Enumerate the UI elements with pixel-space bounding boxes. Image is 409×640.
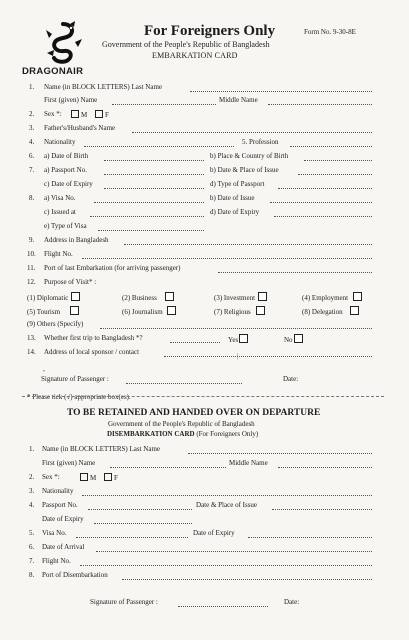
d-flight-field[interactable] (80, 565, 372, 566)
field-num: 7. (29, 166, 35, 174)
passport-issue-label: b) Date & Place of Issue (210, 166, 279, 174)
disembark-title-row: DISEMBARKATION CARD (For Foreigners Only) (107, 430, 259, 438)
visa-expiry-label: d) Date of Expiry (210, 208, 260, 216)
d-signature-label: Signature of Passenger : (90, 598, 158, 606)
date-label: Date: (283, 375, 299, 383)
d-passport-expiry-label: Date of Expiry (42, 515, 84, 523)
visa-issued-at-label: c) Issued at (44, 208, 76, 216)
field-num: 9. (29, 236, 35, 244)
d-sex-label: Sex *: (42, 473, 60, 481)
d-passport-expiry-field[interactable] (94, 523, 192, 524)
d-visa-expiry-field[interactable] (248, 537, 372, 538)
field-num: 11. (27, 264, 36, 272)
d-first-name-field[interactable] (110, 467, 226, 468)
government-line-2: Government of the People's Republic of Bangladesh (108, 420, 255, 428)
d-port-label: Port of Disembarkation (42, 571, 108, 579)
field-num: 2. (29, 110, 35, 118)
visa-no-label: a) Visa No. (44, 194, 76, 202)
d-signature-field[interactable] (178, 606, 268, 607)
checkbox[interactable] (165, 292, 174, 301)
d-middle-name-label: Middle Name (229, 459, 268, 467)
checkbox-female[interactable] (104, 473, 112, 481)
d-visa-label: Visa No. (42, 529, 67, 537)
first-trip-yes[interactable]: Yes (228, 334, 248, 345)
checkbox[interactable] (70, 306, 79, 315)
d-arrival-label: Date of Arrival (42, 543, 85, 551)
d-date-label: Date: (284, 598, 300, 606)
field-num: 4. (29, 501, 35, 509)
purpose-others-label: (9) Others (Specify) (27, 320, 84, 328)
logo-wordmark: DRAGONAIR (22, 66, 84, 77)
middle-name-field[interactable] (268, 104, 372, 105)
field-num: 1. (29, 83, 35, 91)
last-name-label: Name (in BLOCK LETTERS) Last Name (44, 83, 163, 91)
visa-type-field[interactable] (98, 230, 204, 231)
checkbox-male[interactable] (71, 110, 79, 118)
dob-field[interactable] (104, 160, 204, 161)
birth-place-field[interactable] (304, 160, 372, 161)
purpose-journalism[interactable]: (6) Journalism (122, 306, 176, 317)
father-name-field[interactable] (132, 132, 372, 133)
field-num: 6. (29, 543, 35, 551)
fold-mark: , (43, 365, 45, 373)
retain-heading: TO BE RETAINED AND HANDED OVER ON DEPARTURE (67, 408, 321, 418)
passport-type-label: d) Type of Passport (210, 180, 265, 188)
birth-place-label: b) Place & Country of Birth (210, 152, 289, 160)
field-num: 8. (29, 571, 35, 579)
field-num: 10. (27, 250, 36, 258)
d-visa-expiry-label: Date of Expiry (193, 529, 235, 537)
purpose-delegation[interactable]: (8) Delegation (302, 306, 359, 317)
profession-label: 5. Profession (242, 138, 279, 146)
first-trip-leader (170, 342, 220, 343)
form-number: Form No. 9-30-8E (304, 28, 356, 36)
fold-mark: | (237, 352, 239, 360)
checkbox[interactable] (167, 306, 176, 315)
sex-female-option[interactable]: F (95, 110, 109, 120)
first-trip-label: Whether first trip to Bangladesh *? (44, 334, 143, 342)
first-name-field[interactable] (112, 104, 216, 105)
d-nationality-label: Nationality (42, 487, 74, 495)
passport-expiry-label: c) Date of Expiry (44, 180, 93, 188)
card-title: EMBARKATION CARD (152, 51, 238, 60)
d-sex-female-option[interactable]: F (104, 473, 118, 483)
nationality-label: Nationality (44, 138, 76, 146)
d-port-field[interactable] (122, 579, 372, 580)
purpose-employment[interactable]: (4) Employment (302, 292, 362, 303)
first-name-label: First (given) Name (44, 96, 98, 104)
field-num: 4. (29, 138, 35, 146)
footnote: * Please tick (√) appropriate box(es). (27, 393, 131, 401)
first-trip-no[interactable]: No (284, 334, 303, 345)
passport-issue-field[interactable] (298, 174, 372, 175)
form-title: For Foreigners Only (144, 23, 276, 39)
field-num: 5. (29, 529, 35, 537)
d-last-name-field[interactable] (188, 453, 372, 454)
field-num: 7. (29, 557, 35, 565)
field-num: 1. (29, 445, 35, 453)
sponsor-label: Address of local sponsor / contact (44, 348, 140, 356)
d-flight-label: Flight No. (42, 557, 71, 565)
purpose-business[interactable]: (2) Business (122, 292, 174, 303)
checkbox[interactable] (239, 334, 248, 343)
field-num: 13. (27, 334, 36, 342)
visa-issue-field[interactable] (270, 202, 372, 203)
purpose-label: Purpose of Visit* : (44, 278, 97, 286)
last-port-label: Port of last Embarkation (for arriving passenger) (44, 264, 181, 272)
d-passport-issue-label: Date & Place of Issue (196, 501, 258, 509)
last-port-field[interactable] (218, 272, 372, 273)
checkbox[interactable] (256, 306, 265, 315)
purpose-diplomatic[interactable]: (1) Diplomatic (27, 292, 80, 303)
address-label: Address in Bangladesh (44, 236, 109, 244)
d-sex-male-option[interactable]: M (80, 473, 96, 483)
d-nationality-field[interactable] (82, 495, 372, 496)
purpose-others-field[interactable] (100, 328, 372, 329)
visa-expiry-field[interactable] (274, 216, 372, 217)
signature-field[interactable] (126, 383, 242, 384)
passport-type-field[interactable] (278, 188, 372, 189)
dragon-logo-icon (40, 20, 86, 66)
field-num: 2. (29, 473, 35, 481)
father-name-label: Father's/Husband's Name (44, 124, 116, 132)
sex-male-option[interactable]: M (71, 110, 87, 120)
checkbox-female[interactable] (95, 110, 103, 118)
purpose-tourism[interactable]: (5) Tourism (27, 306, 79, 317)
field-num: 12. (27, 278, 36, 286)
visa-type-label: e) Type of Visa (44, 222, 87, 230)
sex-label: Sex *: (44, 110, 62, 118)
visa-issue-label: b) Date of Issue (210, 194, 255, 202)
d-passport-label: Passport No. (42, 501, 78, 509)
checkbox[interactable] (353, 292, 362, 301)
field-num: 14. (27, 348, 36, 356)
dob-label: a) Date of Birth (44, 152, 89, 160)
visa-issued-at-field[interactable] (90, 216, 204, 217)
d-passport-field[interactable] (88, 509, 192, 510)
flight-no-label: Flight No. (44, 250, 73, 258)
d-visa-field[interactable] (76, 537, 188, 538)
government-line: Government of the People's Republic of Bangladesh (102, 40, 270, 49)
field-num: 3. (29, 124, 35, 132)
nationality-field[interactable] (84, 146, 234, 147)
field-num: 8. (29, 194, 35, 202)
d-first-name-label: First (given) Name (42, 459, 96, 467)
visa-no-field[interactable] (94, 202, 204, 203)
d-last-name-label: Name (in BLOCK LETTERS) Last Name (42, 445, 161, 453)
field-num: 6. (29, 152, 35, 160)
d-arrival-field[interactable] (96, 551, 372, 552)
signature-label: Signature of Passenger : (41, 375, 109, 383)
checkbox[interactable] (71, 292, 80, 301)
sponsor-field[interactable] (164, 356, 372, 357)
flight-no-field[interactable] (82, 258, 372, 259)
purpose-investment[interactable]: (3) Investment (214, 292, 267, 303)
checkbox[interactable] (258, 292, 267, 301)
middle-name-label: Middle Name (219, 96, 258, 104)
purpose-religious[interactable]: (7) Religious (214, 306, 265, 317)
d-passport-issue-field[interactable] (272, 509, 372, 510)
checkbox[interactable] (350, 306, 359, 315)
d-middle-name-field[interactable] (278, 467, 372, 468)
field-num: 3. (29, 487, 35, 495)
checkbox[interactable] (294, 334, 303, 343)
address-field[interactable] (124, 244, 372, 245)
profession-field[interactable] (290, 146, 372, 147)
last-name-field[interactable] (190, 91, 372, 92)
checkbox-male[interactable] (80, 473, 88, 481)
section-divider (22, 396, 384, 397)
passport-no-field[interactable] (104, 174, 204, 175)
passport-expiry-field[interactable] (104, 188, 204, 189)
passport-no-label: a) Passport No. (44, 166, 87, 174)
